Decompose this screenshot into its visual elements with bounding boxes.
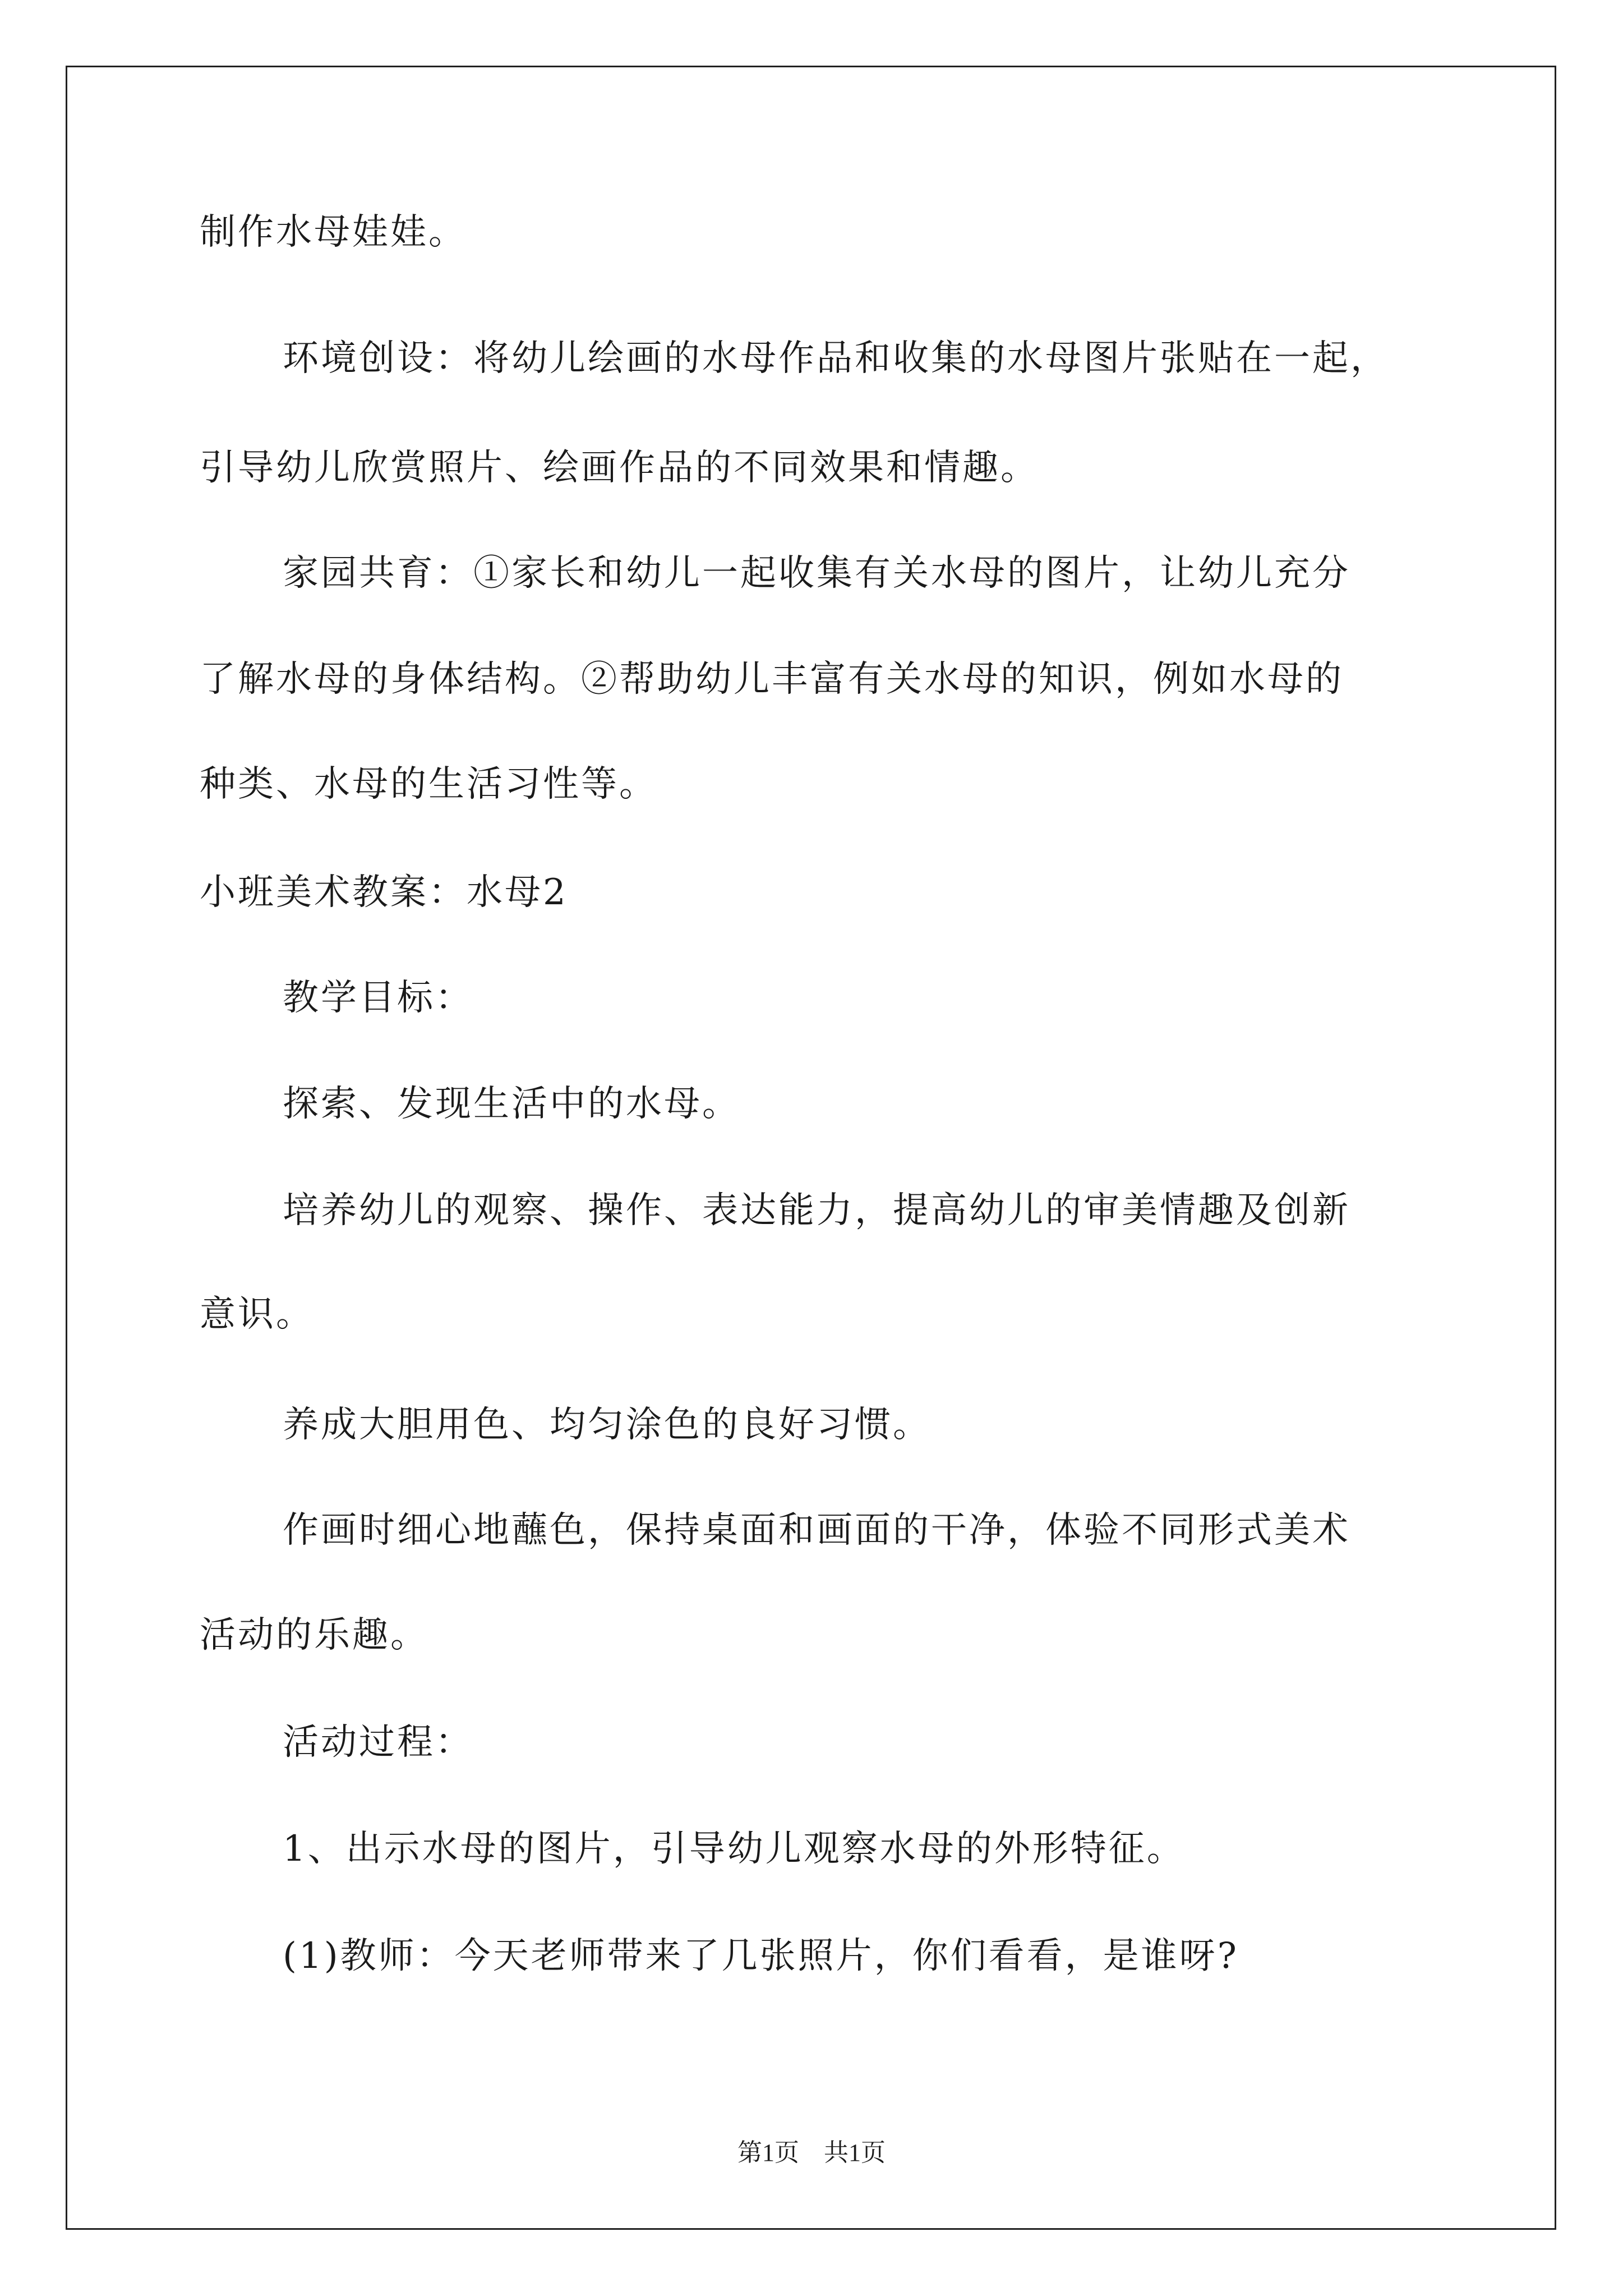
section-heading: 小班美术教案：水母2 <box>200 872 568 913</box>
paragraph-line: 了解水母的身体结构。②帮助幼儿丰富有关水母的知识，例如水母的 <box>200 659 1344 700</box>
paragraph-line: 活动过程： <box>283 1722 473 1763</box>
paragraph-line: 作画时细心地蘸色，保持桌面和画面的干净，体验不同形式美术 <box>283 1510 1350 1551</box>
paragraph-line: 1、出示水母的图片，引导幼儿观察水母的外形特征。 <box>283 1828 1185 1870</box>
paragraph-line: 家园共育：①家长和幼儿一起收集有关水母的图片，让幼儿充分 <box>283 553 1350 594</box>
paragraph-line: 教学目标： <box>283 977 473 1019</box>
paragraph-line: 探索、发现生活中的水母。 <box>283 1083 740 1125</box>
paragraph-line: 活动的乐趣。 <box>200 1614 428 1656</box>
paragraph-line: 意识。 <box>200 1294 314 1335</box>
paragraph-line: 引导幼儿欣赏照片、绘画作品的不同效果和情趣。 <box>200 447 1039 489</box>
paragraph-line: 养成大胆用色、均匀涂色的良好习惯。 <box>283 1404 931 1446</box>
paragraph-line: 种类、水母的生活习性等。 <box>200 763 657 805</box>
paragraph-line: 环境创设：将幼儿绘画的水母作品和收集的水母图片张贴在一起， <box>283 338 1389 379</box>
paragraph-line: (1)教师：今天老师带来了几张照片，你们看看，是谁呀? <box>283 1935 1239 1977</box>
paragraph-line: 制作水母娃娃。 <box>200 211 467 253</box>
page-number-footer: 第1页 共1页 <box>737 2139 886 2166</box>
page-border <box>66 66 1556 2230</box>
paragraph-line: 培养幼儿的观察、操作、表达能力，提高幼儿的审美情趣及创新 <box>283 1190 1350 1231</box>
